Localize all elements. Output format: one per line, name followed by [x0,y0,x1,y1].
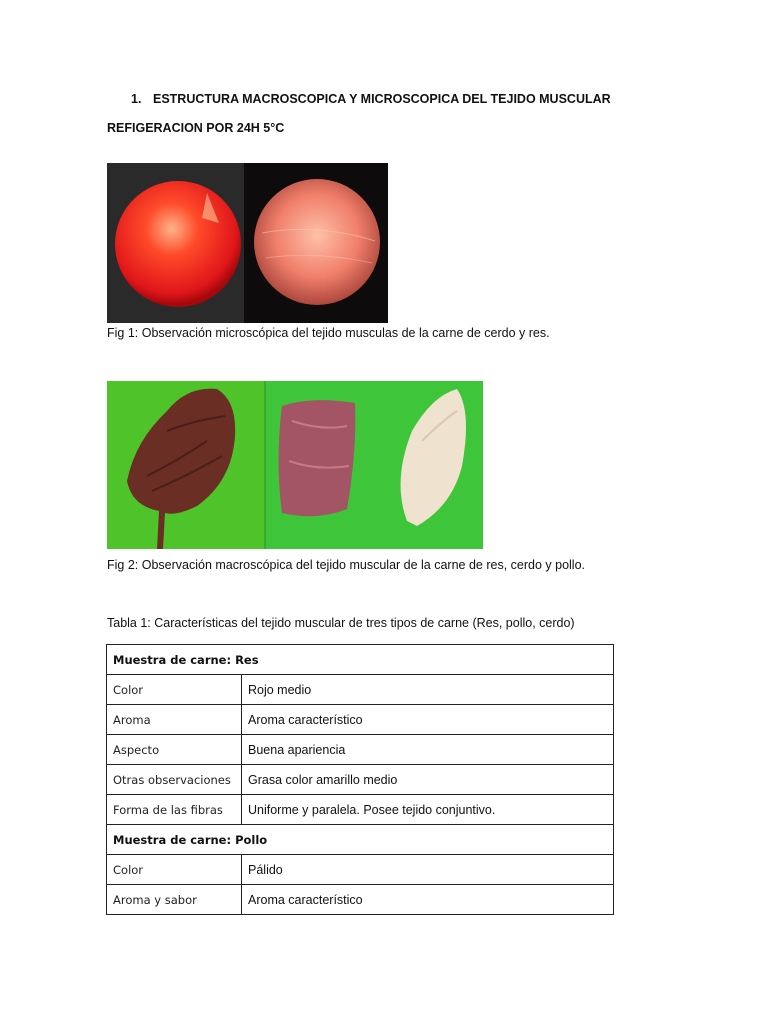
table-row [107,765,614,795]
microscope-view-1 [115,181,241,307]
figure-2-caption: Fig 2: Observación macroscópica del tejido muscular de la carne de res, cerdo y pollo. [107,558,586,572]
section-title: ESTRUCTURA MACROSCOPICA Y MICROSCOPICA DEL TEJIDO MUSCULAR [153,92,611,106]
figure-2-meat-samples-image [107,381,483,549]
table-row [107,885,614,915]
row-label: Aroma y sabor [107,885,242,915]
row-value: Grasa color amarillo medio [242,765,614,795]
row-value: Uniforme y paralela. Posee tejido conjuntivo. [242,795,614,825]
row-label: Color [107,675,242,705]
microscope-view-2 [254,179,380,305]
row-label: Aroma [107,705,242,735]
section-header-res: Muestra de carne: Res [107,645,614,675]
pork-sample [279,400,356,516]
table-section-row [107,825,614,855]
section-number: 1. [131,92,142,106]
meat-characteristics-table [106,644,614,915]
table-row [107,795,614,825]
section-heading [131,92,611,106]
row-label: Otras observaciones [107,765,242,795]
subheading: REFIGERACION POR 24H 5°C [107,121,285,135]
table-section-row [107,645,614,675]
table-row [107,705,614,735]
row-label: Aspecto [107,735,242,765]
figure-1-microscopy-image [107,163,388,323]
row-label: Color [107,855,242,885]
section-header-pollo: Muestra de carne: Pollo [107,825,614,855]
row-value: Pálido [242,855,614,885]
table-row [107,855,614,885]
table-row [107,675,614,705]
figure-1-caption: Fig 1: Observación microscópica del tejido musculas de la carne de cerdo y res. [107,326,550,340]
row-value: Rojo medio [242,675,614,705]
row-value: Aroma característico [242,885,614,915]
row-value: Buena apariencia [242,735,614,765]
table-title: Tabla 1: Características del tejido muscular de tres tipos de carne (Res, pollo, cerdo) [107,616,575,630]
row-value: Aroma característico [242,705,614,735]
row-label: Forma de las fibras [107,795,242,825]
table-row [107,735,614,765]
